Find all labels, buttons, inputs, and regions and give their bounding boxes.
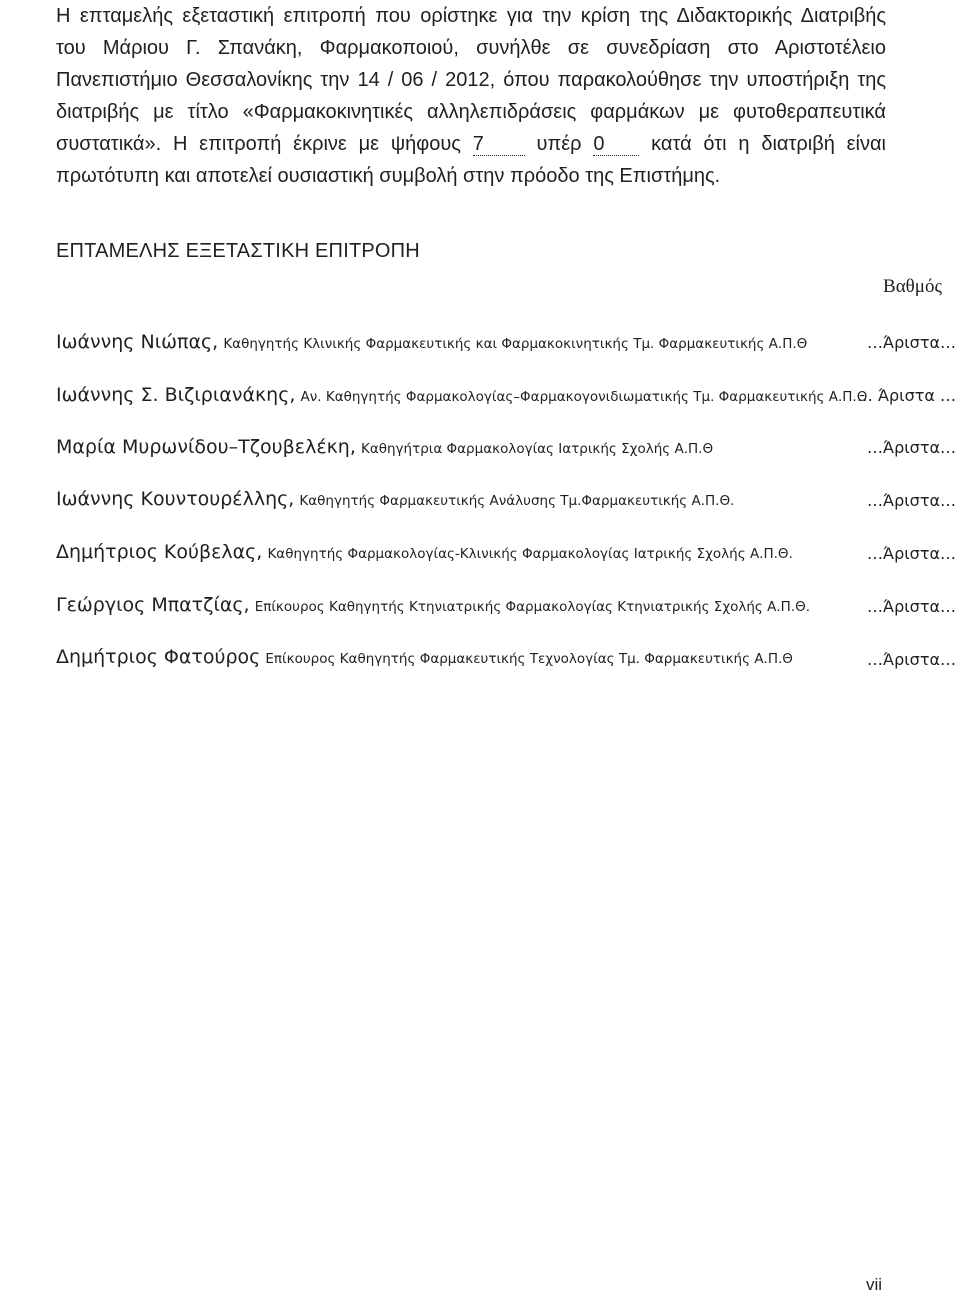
member-title: Καθηγητής Φαρμακευτικής Ανάλυσης Τμ.Φαρμακευτικής Α.Π.Θ. (299, 493, 735, 509)
member-grade: …Άριστα… (867, 333, 956, 352)
intro-text: υπέρ (536, 133, 582, 155)
intro-line: πρωτότυπη και αποτελεί ουσιαστική συμβολή στην πρόοδο της Επιστήμης. (56, 165, 721, 187)
votes-for-value: 7 (473, 133, 525, 156)
member-grade: … Άριστα … (856, 386, 956, 405)
member-title: Καθηγήτρια Φαρμακολογίας Ιατρικής Σχολής Α.Π.Θ (360, 441, 714, 457)
committee-member (56, 646, 793, 668)
member-name: Μαρία Μυρωνίδου–Τζουβελέκη, (56, 436, 356, 458)
member-grade: …Άριστα… (867, 597, 956, 616)
member-title: Καθηγητής Φαρμακολογίας-Κλινικής Φαρμακολογίας Ιατρικής Σχολής Α.Π.Θ. (267, 546, 793, 562)
votes-against-value: 0 (593, 133, 639, 156)
intro-line: του Μάριου Γ. Σπανάκη, Φαρμακοποιού, συνήλθε σε συνεδρίαση στο Αριστοτέλειο (56, 37, 886, 59)
intro-line: Πανεπιστήμιο Θεσσαλονίκης την 14 / 06 / 2012, όπου παρακολούθησε την υποστήριξη της (56, 69, 886, 91)
committee-member (56, 541, 793, 563)
member-name: Γεώργιος Μπατζίας, (56, 594, 250, 616)
intro-text: κατά ότι η διατριβή είναι (651, 133, 886, 155)
intro-line-votes (56, 128, 886, 160)
member-name: Δημήτριος Φατούρος (56, 646, 261, 668)
committee-member (56, 594, 810, 616)
intro-line: Η επταμελής εξεταστική επιτροπή που ορίστηκε για την κρίση της Διδακτορικής Διατριβής (56, 5, 886, 27)
member-title: Καθηγητής Κλινικής Φαρμακευτικής και Φαρμακοκινητικής Τμ. Φαρμακευτικής Α.Π.Θ (223, 336, 808, 352)
grade-column-header: Βαθμός (883, 276, 942, 297)
member-title: Επίκουρος Καθηγητής Κτηνιατρικής Φαρμακολογίας Κτηνιατρικής Σχολής Α.Π.Θ. (254, 599, 811, 615)
committee-member (56, 331, 807, 353)
member-grade: …Άριστα… (867, 491, 956, 510)
page-number: vii (866, 1275, 883, 1294)
member-name: Δημήτριος Κούβελας, (56, 541, 263, 563)
member-title: Επίκουρος Καθηγητής Φαρμακευτικής Τεχνολογίας Τμ. Φαρμακευτικής Α.Π.Θ (265, 651, 793, 667)
member-grade: …Άριστα… (867, 650, 956, 669)
member-grade: …Άριστα… (867, 544, 956, 563)
member-name: Ιωάννης Σ. Βιζιριανάκης, (56, 384, 296, 406)
member-name: Ιωάννης Νιώπας, (56, 331, 219, 353)
member-grade: …Άριστα… (867, 438, 956, 457)
member-name: Ιωάννης Κουντουρέλλης, (56, 488, 295, 510)
intro-text: συστατικά». Η επιτροπή έκρινε με ψήφους (56, 133, 461, 155)
committee-member (56, 436, 713, 458)
member-title: Αν. Καθηγητής Φαρμακολογίας–Φαρμακογονιδιωματικής Τμ. Φαρμακευτικής Α.Π.Θ (300, 389, 868, 405)
committee-member (56, 488, 734, 510)
committee-member (56, 384, 867, 406)
intro-paragraph (56, 0, 886, 192)
committee-heading: ΕΠΤΑΜΕΛΗΣ ΕΞΕΤΑΣΤΙΚΗ ΕΠΙΤΡΟΠΗ (56, 240, 420, 262)
intro-line: διατριβής με τίτλο «Φαρμακοκινητικές αλληλεπιδράσεις φαρμάκων με φυτοθεραπευτικά (56, 101, 886, 123)
